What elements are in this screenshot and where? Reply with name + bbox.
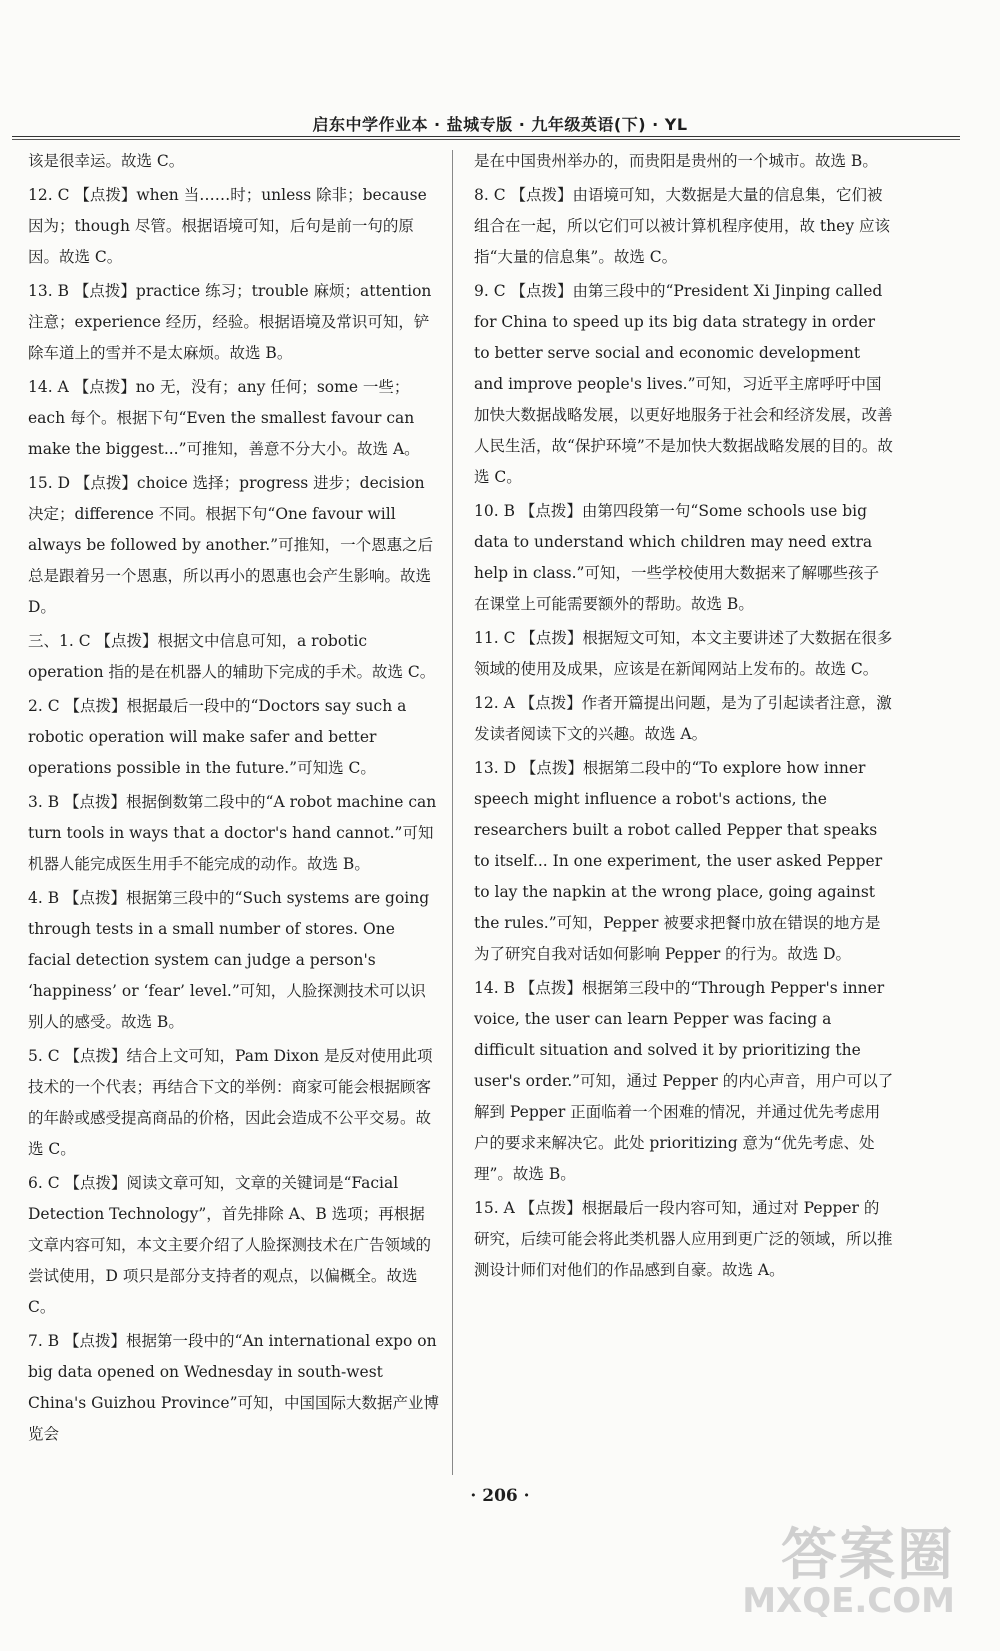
header-rule-thin: [12, 139, 960, 140]
answer-item: 是在中国贵州举办的，而贵阳是贵州的一个城市。故选 B。: [474, 152, 878, 170]
answer-item: 13. D 【点拨】根据第二段中的“To explore how inner speech might influence a robot's actions, the researchers built a robot called Pepper that speaks to itself... In one experiment, the user asked Pepper to lay the napkin at the wrong place, going against the rules.”可知，Pepper 被要求把餐巾放在错误的地方是为了研究自我对话如何影响 Pepper 的行为。故选 D。: [474, 759, 883, 963]
answer-item: 6. C 【点拨】阅读文章可知，文章的关键词是“Facial Detection Technology”，首先排除 A、B 选项；再根据文章内容可知，本文主要介绍了人脸探测技术在广告领域的尝试使用，D 项只是部分支持者的观点，以偏概全。故选 C。: [28, 1174, 432, 1316]
right-column: [474, 146, 894, 1289]
answer-item: 该是很幸运。故选 C。: [28, 152, 185, 170]
answer-item: 8. C 【点拨】由语境可知，大数据是大量的信息集，它们被组合在一起，所以它们可以被计算机程序使用，故 they 应该指“大量的信息集”。故选 C。: [474, 186, 890, 266]
answer-item: 7. B 【点拨】根据第一段中的“An international expo on big data opened on Wednesday in south-west China's Guizhou Province”可知，中国国际大数据产业博览会: [28, 1332, 440, 1443]
watermark-text: 答案圈: [781, 1523, 955, 1588]
answer-item: 3. B 【点拨】根据倒数第二段中的“A robot machine can turn tools in ways that a doctor's hand cannot.”可知机器人能完成医生用手不能完成的动作。故选 B。: [28, 793, 437, 873]
answer-item: 15. D 【点拨】choice 选择；progress 进步；decision 决定；difference 不同。根据下句“One favour will always be followed by another.”可推知，一个恩惠之后总是跟着另一个恩惠，所以再小的恩惠也会产生影响。故选 D。: [28, 474, 434, 616]
answer-item: 2. C 【点拨】根据最后一段中的“Doctors say such a robotic operation will make safer and better operations possible in the future.”可知选 C。: [28, 697, 407, 777]
answer-item: 14. B 【点拨】根据第三段中的“Through Pepper's inner voice, the user can learn Pepper was facing a difficult situation and solved it by prioritizing the user's order.”可知，通过 Pepper 的内心声音，用户可以了解到 Pepper 正面临着一个困难的情况，并通过优先考虑用户的要求来解决它。此处 prioritizing 意为“优先考虑、处理”。故选 B。: [474, 979, 894, 1183]
answer-item: 11. C 【点拨】根据短文可知，本文主要讲述了大数据在很多领域的使用及成果，应该是在新闻网站上发布的。故选 C。: [474, 629, 893, 678]
header-rule: [12, 136, 960, 137]
answer-item: 12. C 【点拨】when 当……时；unless 除非；because 因为；though 尽管。根据语境可知，后句是前一句的原因。故选 C。: [28, 186, 427, 266]
answer-item: 9. C 【点拨】由第三段中的“President Xi Jinping called for China to speed up its big data strategy in order to better serve social and economic development and improve people's lives.”可知，习近平主席呼吁中国加快大数据战略发展，以更好地服务于社会和经济发展，改善人民生活，故“保护环境”不是加快大数据战略发展的目的。故选 C。: [474, 282, 893, 486]
answer-item: 4. B 【点拨】根据第三段中的“Such systems are going through tests in a small number of stores. One facial detection system can judge a person's ‘happiness’ or ‘fear’ level.”可知，人脸探测技术可以识别人的感受。故选 B。: [28, 889, 430, 1031]
answer-item: 14. A 【点拨】no 无，没有；any 任何；some 一些；each 每个。根据下句“Even the smallest favour can make the biggest...”可推知，善意不分大小。故选 A。: [28, 378, 420, 458]
answer-item: 10. B 【点拨】由第四段第一句“Some schools use big data to understand which children may need extra help in class.”可知，一些学校使用大数据来了解哪些孩子在课堂上可能需要额外的帮助。故选 B。: [474, 502, 879, 613]
left-column: [28, 146, 440, 1453]
answer-item: 三、1. C 【点拨】根据文中信息可知，a robotic operation 指的是在机器人的辅助下完成的手术。故选 C。: [28, 632, 436, 681]
watermark-logo: [742, 1511, 955, 1621]
answer-item: 15. A 【点拨】根据最后一段内容可知，通过对 Pepper 的研究，后续可能会将此类机器人应用到更广泛的领域，所以推测设计师们对他们的作品感到自豪。故选 A。: [474, 1199, 893, 1279]
answer-item: 13. B 【点拨】practice 练习；trouble 麻烦；attention 注意；experience 经历，经验。根据语境及常识可知，铲除车道上的雪并不是太麻烦。故选 B。: [28, 282, 432, 362]
page-number: · 206 ·: [470, 1486, 530, 1506]
running-header: 启东中学作业本 · 盐城专版 · 九年级英语(下) · YL: [312, 115, 688, 134]
answer-item: 12. A 【点拨】作者开篇提出问题，是为了引起读者注意，激发读者阅读下文的兴趣。故选 A。: [474, 694, 892, 743]
watermark-url: MXQE.COM: [742, 1581, 955, 1621]
answer-item: 5. C 【点拨】结合上文可知，Pam Dixon 是反对使用此项技术的一个代表；再结合下文的举例：商家可能会根据顾客的年龄或感受提高商品的价格，因此会造成不公平交易。故选 C。: [28, 1047, 433, 1158]
column-divider: [452, 150, 453, 1475]
